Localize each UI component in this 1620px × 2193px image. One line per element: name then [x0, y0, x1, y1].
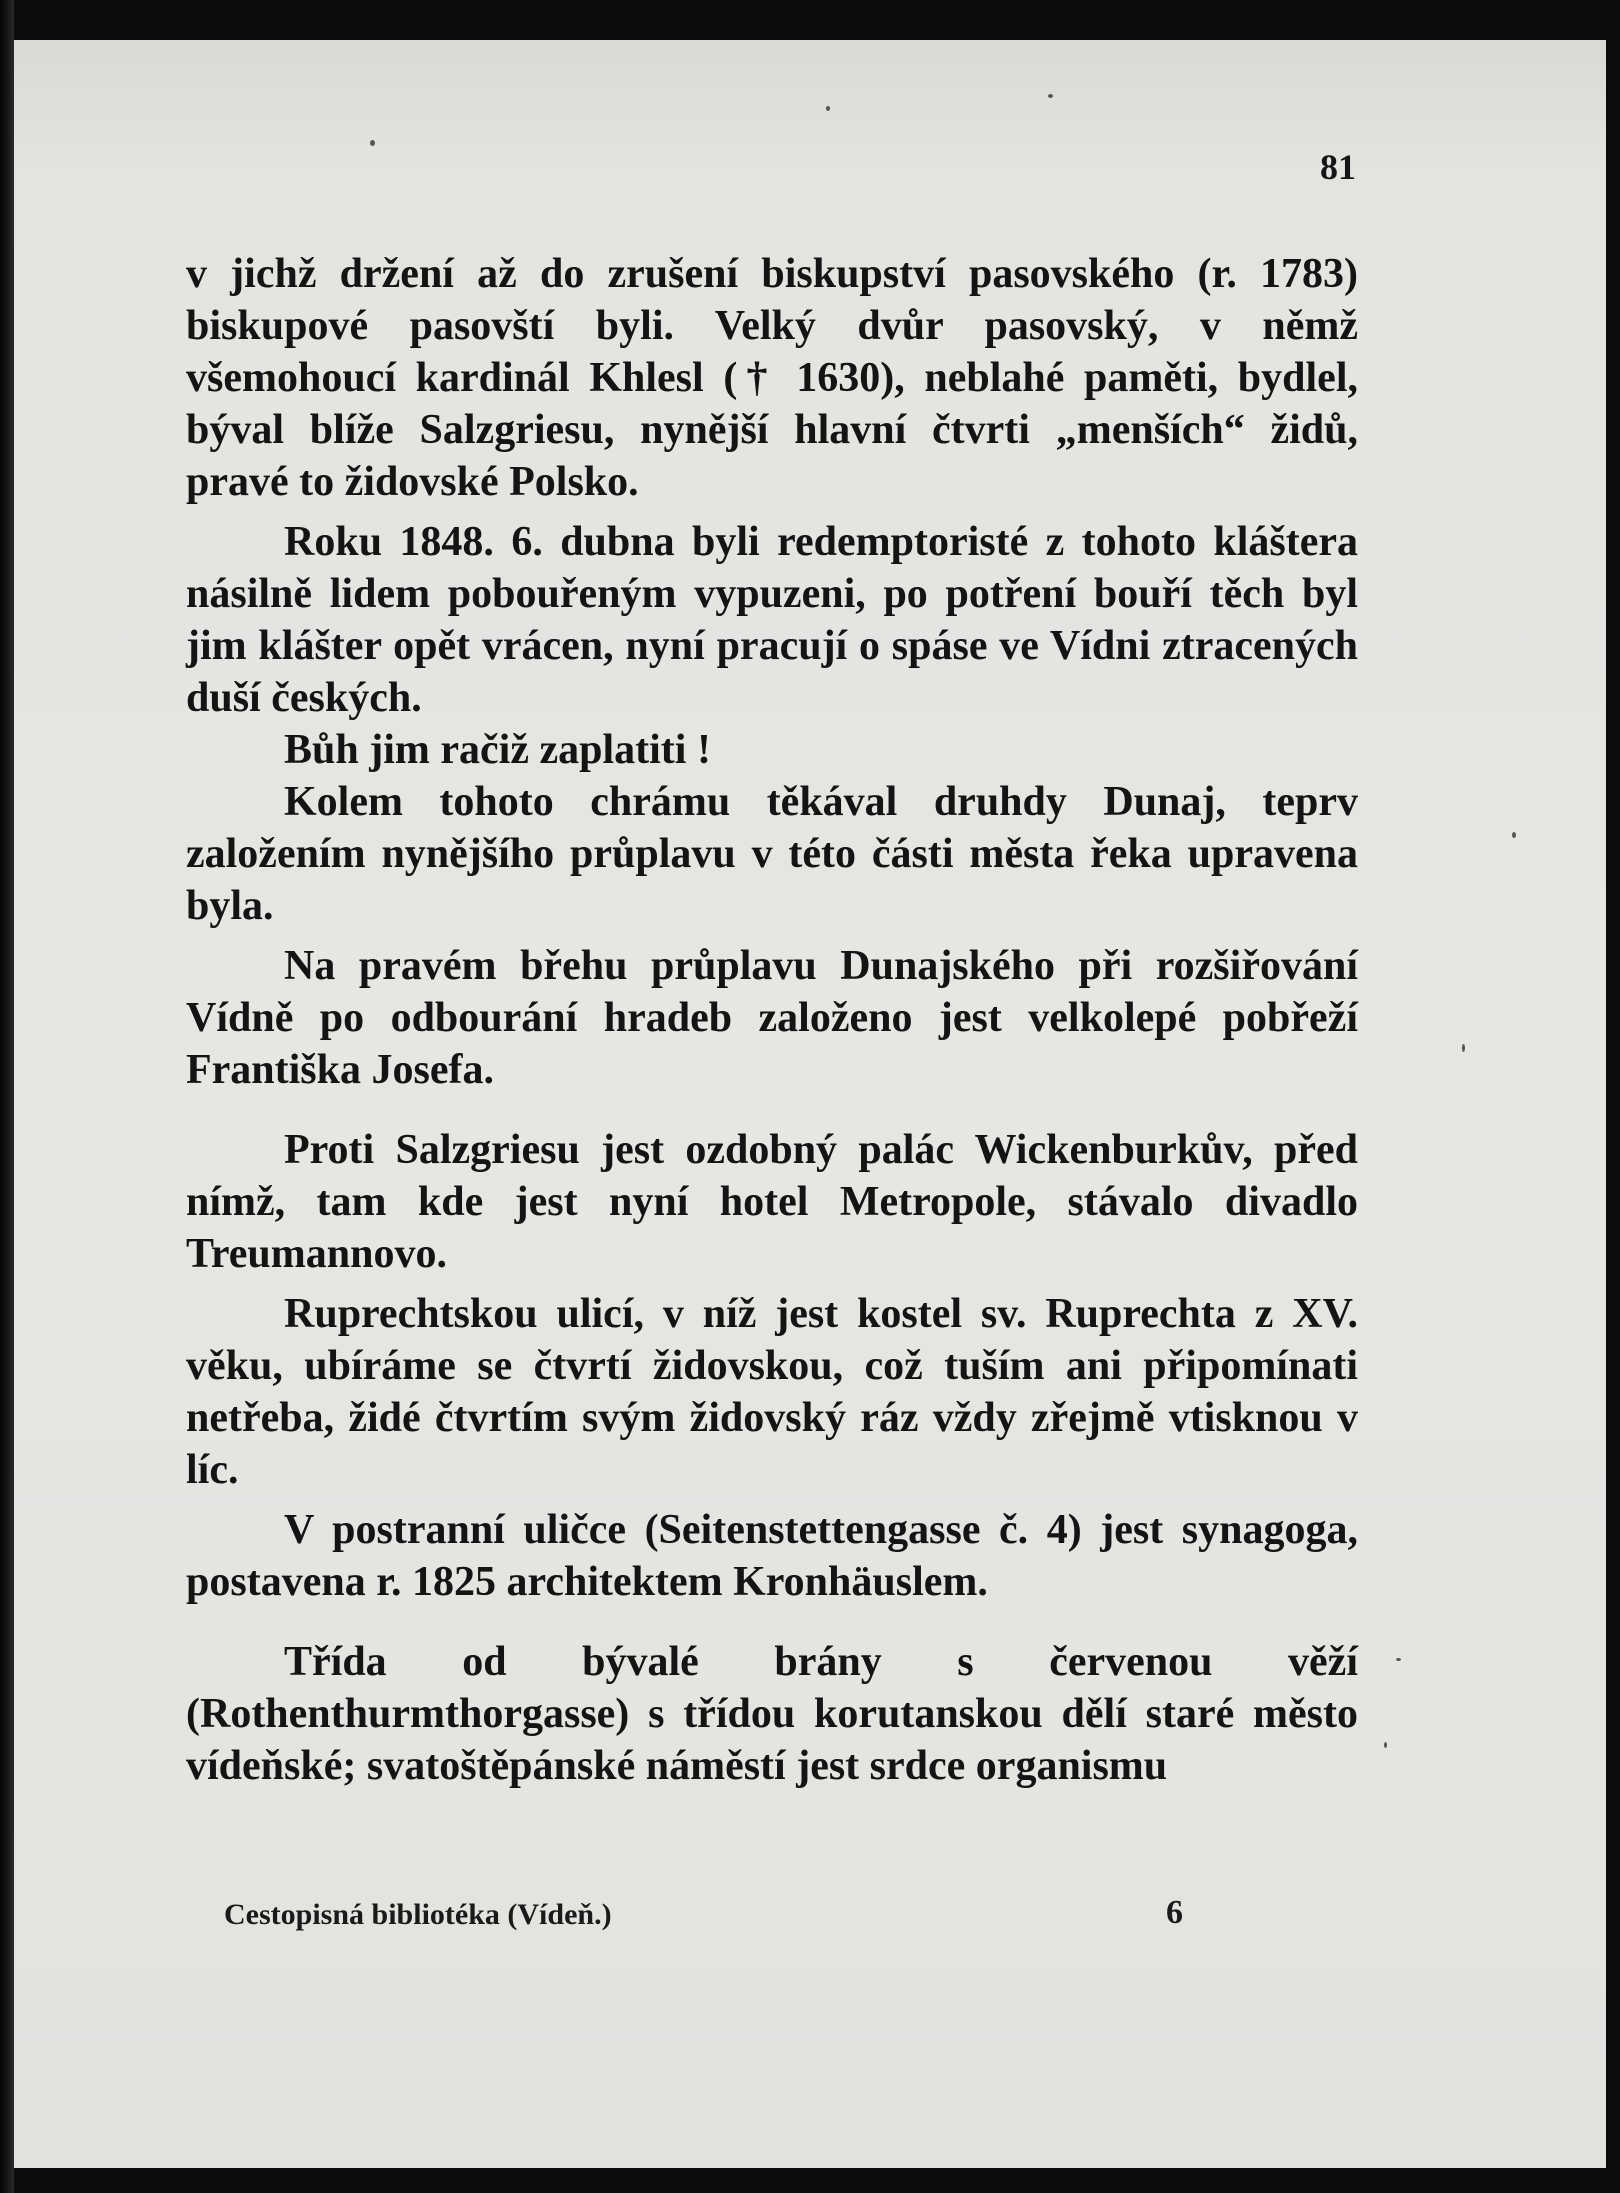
page-number: 81 [1320, 147, 1356, 187]
paper-speck [1512, 832, 1516, 838]
paper-speck [1048, 94, 1053, 98]
paper-speck [1396, 1658, 1401, 1661]
paragraph: V postranní uličce (Seitenstettengasse č. 4) jest synagoga, postavena r. 1825 architektem Kronhäuslem. [186, 1507, 1358, 1605]
paper-speck [1462, 1044, 1465, 1052]
signature-mark: 6 [1166, 1894, 1183, 1931]
paragraph: Proti Salzgriesu jest ozdobný palác Wickenburkův, před nímž, tam kde jest nyní hotel Metropole, stávalo divadlo Treumannovo. [186, 1127, 1358, 1277]
paragraph: Roku 1848. 6. dubna byli redemptoristé z tohoto kláštera násilně lidem pobouřeným vypuzeni, po potření bouří těch byl jim klášter opět vrácen, nyní pracují o spáse ve Vídni ztracených duší českých. [186, 519, 1358, 721]
page-footer [224, 1894, 1344, 1932]
paragraph: Třída od bývalé brány s červenou věží (Rothenthurmthorgasse) s třídou korutanskou dělí staré město vídeňské; svatoštěpánské náměstí jest srdce organismu [186, 1639, 1358, 1789]
paper-speck [826, 106, 830, 111]
paragraph: v jichž držení až do zrušení biskupství pasovského (r. 1783) biskupové pasovští byli. Velký dvůr pasovský, v němž všemohoucí kardinál Khlesl († 1630), neblahé paměti, bydlel, býval blíže Salzgriesu, nynější hlavní čtvrti „menších“ židů, pravé to židovské Polsko. [186, 251, 1358, 505]
paper-speck [1384, 1742, 1387, 1748]
body-text [186, 248, 1358, 1792]
paragraph: Na pravém břehu průplavu Dunajského při rozšiřování Vídně po odbourání hradeb založeno jest velkolepé pobřeží Františka Josefa. [186, 943, 1358, 1093]
book-spine-edge [0, 0, 14, 2193]
paragraph: Ruprechtskou ulicí, v níž jest kostel sv. Ruprechta z XV. věku, ubíráme se čtvrtí židovskou, což tuším ani připomínati netřeba, židé čtvrtím svým židovský ráz vždy zřejmě vtisknou v líc. [186, 1291, 1358, 1493]
paragraph: Bůh jim račiž zaplatiti ! [284, 727, 711, 773]
paragraph: Kolem tohoto chrámu těkával druhdy Dunaj, teprv založením nynějšího průplavu v této části města řeka upravena byla. [186, 779, 1358, 929]
footer-series-title: Cestopisná bibliotéka (Vídeň.) [224, 1898, 612, 1931]
paper-speck [370, 140, 375, 146]
